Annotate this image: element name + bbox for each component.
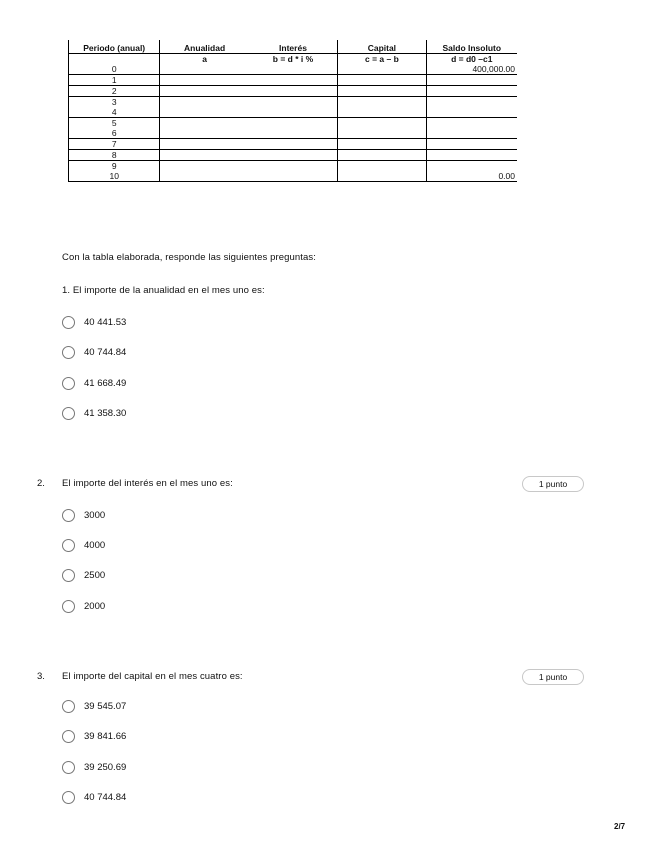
question-2-option[interactable] <box>62 507 105 523</box>
intro-text: Con la tabla elaborada, responde las siguientes preguntas: <box>62 252 317 263</box>
radio-button[interactable] <box>62 509 75 522</box>
option-label: 2000 <box>84 600 106 612</box>
table-row <box>69 150 518 161</box>
cell-capital <box>338 97 426 108</box>
question-2-number: 2. <box>37 478 45 489</box>
formula-row <box>69 54 518 65</box>
header-interest: Interés <box>249 40 338 54</box>
cell-annuity <box>160 118 249 129</box>
radio-button[interactable] <box>62 346 75 359</box>
header-period: Periodo (anual) <box>69 40 160 54</box>
cell-annuity <box>160 107 249 118</box>
cell-balance: 400,000.00 <box>426 64 517 75</box>
cell-balance <box>426 75 517 86</box>
cell-annuity <box>160 97 249 108</box>
question-3-option[interactable] <box>62 789 126 805</box>
cell-interest <box>249 97 338 108</box>
table-row <box>69 64 518 75</box>
cell-capital <box>338 150 426 161</box>
cell-balance: 0.00 <box>426 171 517 182</box>
question-1-option[interactable] <box>62 405 126 421</box>
table-row <box>69 86 518 97</box>
cell-period: 1 <box>69 75 160 86</box>
formula-interest: b = d * i % <box>272 54 314 64</box>
cell-interest <box>249 75 338 86</box>
cell-balance <box>426 97 517 108</box>
cell-annuity <box>160 64 249 75</box>
option-label: 41 358.30 <box>84 407 127 419</box>
cell-balance <box>426 161 517 172</box>
header-balance: Saldo Insoluto <box>426 40 517 54</box>
question-1-option[interactable] <box>62 375 126 391</box>
option-label: 40 744.84 <box>84 346 127 358</box>
radio-button[interactable] <box>62 600 75 613</box>
option-label: 40 744.84 <box>84 791 127 803</box>
question-1-option[interactable] <box>62 314 126 330</box>
cell-annuity <box>160 139 249 150</box>
table-row <box>69 128 518 139</box>
radio-button[interactable] <box>62 730 75 743</box>
cell-period: 10 <box>69 171 160 182</box>
cell-interest <box>249 107 338 118</box>
table-row <box>69 75 518 86</box>
table-row <box>69 107 518 118</box>
option-label: 4000 <box>84 539 106 551</box>
formula-annuity: a <box>160 54 249 65</box>
radio-button[interactable] <box>62 316 75 329</box>
formula-period <box>69 54 160 65</box>
cell-annuity <box>160 86 249 97</box>
cell-balance <box>426 86 517 97</box>
cell-period: 3 <box>69 97 160 108</box>
question-3-option[interactable] <box>62 728 126 744</box>
cell-period: 8 <box>69 150 160 161</box>
cell-annuity <box>160 75 249 86</box>
cell-period: 7 <box>69 139 160 150</box>
cell-capital <box>338 161 426 172</box>
cell-capital <box>338 64 426 75</box>
table-row <box>69 139 518 150</box>
cell-interest <box>249 128 338 139</box>
header-capital: Capital <box>338 40 426 54</box>
table-row <box>69 97 518 108</box>
option-label: 2500 <box>84 569 106 581</box>
radio-button[interactable] <box>62 761 75 774</box>
option-label: 39 250.69 <box>84 761 127 773</box>
option-label: 39 545.07 <box>84 700 127 712</box>
cell-interest <box>249 64 338 75</box>
points-badge: 1 punto <box>522 669 584 685</box>
table-row <box>69 118 518 129</box>
cell-interest <box>249 86 338 97</box>
cell-interest <box>249 139 338 150</box>
cell-period: 4 <box>69 107 160 118</box>
cell-period: 2 <box>69 86 160 97</box>
cell-capital <box>338 107 426 118</box>
radio-button[interactable] <box>62 791 75 804</box>
question-3-number: 3. <box>37 671 45 682</box>
page-number: 2/7 <box>614 822 626 831</box>
table-row <box>69 161 518 172</box>
header-annuity: Anualidad <box>160 40 249 54</box>
cell-period: 6 <box>69 128 160 139</box>
cell-interest <box>249 118 338 129</box>
cell-capital <box>338 128 426 139</box>
cell-annuity <box>160 128 249 139</box>
option-label: 41 668.49 <box>84 377 127 389</box>
cell-balance <box>426 139 517 150</box>
question-1-text: 1. El importe de la anualidad en el mes uno es: <box>62 285 265 296</box>
cell-annuity <box>160 161 249 172</box>
option-label: 40 441.53 <box>84 316 127 328</box>
cell-capital <box>338 86 426 97</box>
radio-button[interactable] <box>62 407 75 420</box>
cell-interest <box>249 150 338 161</box>
cell-annuity <box>160 171 249 182</box>
cell-capital <box>338 118 426 129</box>
question-2-text: El importe del interés en el mes uno es: <box>62 478 233 489</box>
cell-annuity <box>160 150 249 161</box>
cell-interest <box>249 161 338 172</box>
question-3-text: El importe del capital en el mes cuatro es: <box>62 671 243 682</box>
cell-capital <box>338 139 426 150</box>
cell-period: 0 <box>69 64 160 75</box>
radio-button[interactable] <box>62 539 75 552</box>
cell-balance <box>426 128 517 139</box>
question-2-option[interactable] <box>62 537 105 553</box>
radio-button[interactable] <box>62 700 75 713</box>
cell-capital <box>338 171 426 182</box>
formula-capital: c = a – b <box>338 54 426 65</box>
amortization-table <box>68 40 517 182</box>
cell-balance <box>426 150 517 161</box>
radio-button[interactable] <box>62 569 75 582</box>
points-badge: 1 punto <box>522 476 584 492</box>
question-2-option[interactable] <box>62 598 105 614</box>
cell-period: 9 <box>69 161 160 172</box>
radio-button[interactable] <box>62 377 75 390</box>
formula-balance: d = d0 –c1 <box>426 54 517 65</box>
table-header-row <box>69 40 518 54</box>
question-3-option[interactable] <box>62 698 126 714</box>
option-label: 39 841.66 <box>84 730 127 742</box>
option-label: 3000 <box>84 509 106 521</box>
question-1-option[interactable] <box>62 344 126 360</box>
question-3-option[interactable] <box>62 759 126 775</box>
cell-balance <box>426 107 517 118</box>
cell-balance <box>426 118 517 129</box>
cell-interest <box>249 171 338 182</box>
cell-period: 5 <box>69 118 160 129</box>
table-row <box>69 171 518 182</box>
cell-capital <box>338 75 426 86</box>
question-2-option[interactable] <box>62 567 105 583</box>
